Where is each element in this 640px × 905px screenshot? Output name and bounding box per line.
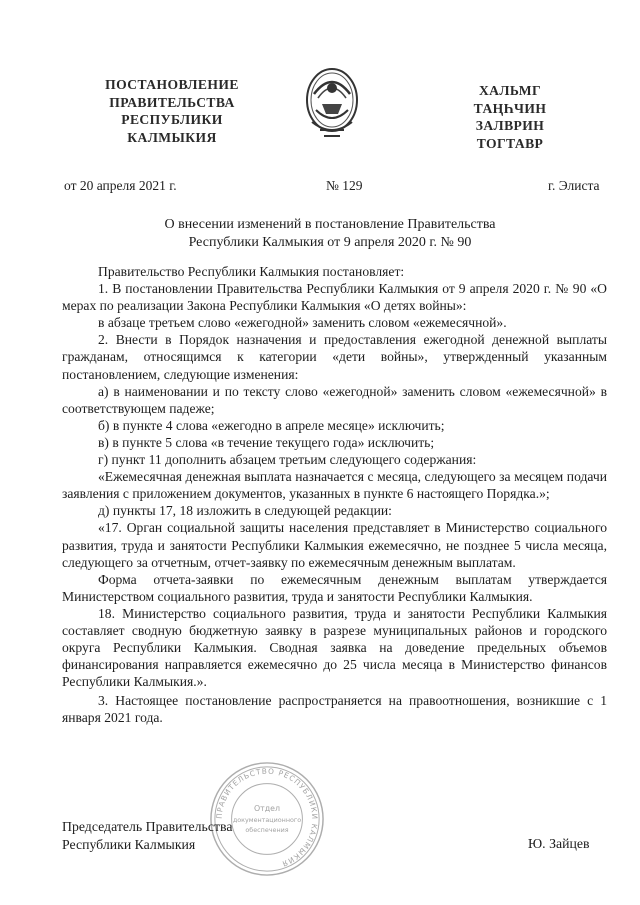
header-right-line: ТАҢҺЧИН [473,100,547,116]
header-right-title [450,82,570,152]
header-left-line: РЕСПУБЛИКИ [121,112,223,128]
paragraph: «17. Орган социальной защиты населения представляет в Министерство социального развития, труда и занятости Республики Калмыкия ежемесячно, не позднее 5 числа месяца, следующего за отчетным, отчет-заявку по ежемесячным денежным выплатам. [62,520,607,570]
subject-line: О внесении изменений в постановление Правительства [164,217,496,232]
paragraph: г) пункт 11 дополнить абзацем третьим следующего содержания: [98,452,477,468]
seal-ring-text: ПРАВИТЕЛЬСТВО РЕСПУБЛИКИ КАЛМЫКИЯ [214,766,320,869]
document-number: № 129 [326,178,363,193]
paragraph: 18. Министерство социального развития, труда и занятости Республики Калмыкия составляет сводную бюджетную заявку в разрезе муниципальных районов и городского округа Республики Калмыкия. Сводная заявка на доведение предельных объемов финансирования направляется ежемесячно до 25 числа месяца в Министерство финансов Республики Калмыкия.». [62,605,607,690]
signatory-name: Ю. Зайцев [528,836,590,851]
paragraph: «Ежемесячная денежная выплата назначается с месяца, следующего за месяцем подачи заявления с приложением документов, указанных в пункте 6 настоящего Порядка.»; [62,469,607,502]
signature-title-line: Республики Калмыкия [62,837,196,852]
document-date: от 20 апреля 2021 г. [64,178,177,193]
paragraph: в) в пункте 5 слова «в течение текущего года» исключить; [98,434,435,450]
seal-center-line: Отдел [253,804,281,814]
header-left-title [86,76,258,146]
coat-of-arms-emblem [304,64,360,144]
paragraph: б) в пункте 4 слова «ежегодно в апреле месяце» исключить; [98,417,445,433]
paragraph: а) в наименовании и по тексту слово «ежегодной» заменить словом «ежемесячной» в соответствующем падеже; [62,383,607,416]
paragraph: в абзаце третьем слово «ежегодной» заменить словом «ежемесячной». [98,315,507,331]
seal-center-line: документационного [232,815,302,824]
header-right-line: ТОГТАВР [476,135,544,151]
signature-title [62,818,232,854]
header-left-line: ПРАВИТЕЛЬСТВА [109,94,235,110]
seal-center-line: обеспечения [245,825,289,834]
paragraph: 1. В постановлении Правительства Республики Калмыкия от 9 апреля 2020 г. № 90 «О мерах по реализации Закона Республики Калмыкия «О детях войны»: [62,281,607,314]
paragraph: д) пункты 17, 18 изложить в следующей редакции: [98,503,392,519]
paragraph: Форма отчета-заявки по ежемесячным денежным выплатам утверждается Министерством социального развития, труда и занятости Республики Калмыкия. [62,571,607,604]
header-left-line: ПОСТАНОВЛЕНИЕ [105,77,239,92]
header-left-line: КАЛМЫКИЯ [127,129,217,145]
subject-line: Республики Калмыкия от 9 апреля 2020 г. № 90 [188,235,472,250]
paragraph: Правительство Республики Калмыкия постановляет: [98,264,405,279]
paragraph: 3. Настоящее постановление распространяется на правоотношения, возникшие с 1 января 2021 года. [62,693,607,726]
document-city: г. Элиста [548,178,600,193]
header-right-line: ХАЛЬМГ [478,83,542,98]
document-body [62,263,607,727]
signature-title-line: Председатель Правительства [62,819,233,834]
paragraph: 2. Внести в Порядок назначения и предоставления ежегодной денежной выплаты гражданам, относящимся к категории «дети войны», утвержденный указанным постановлением, следующие изменения: [62,332,607,382]
header-right-line: ЗАЛВРИН [475,118,545,134]
document-subject [120,216,540,252]
